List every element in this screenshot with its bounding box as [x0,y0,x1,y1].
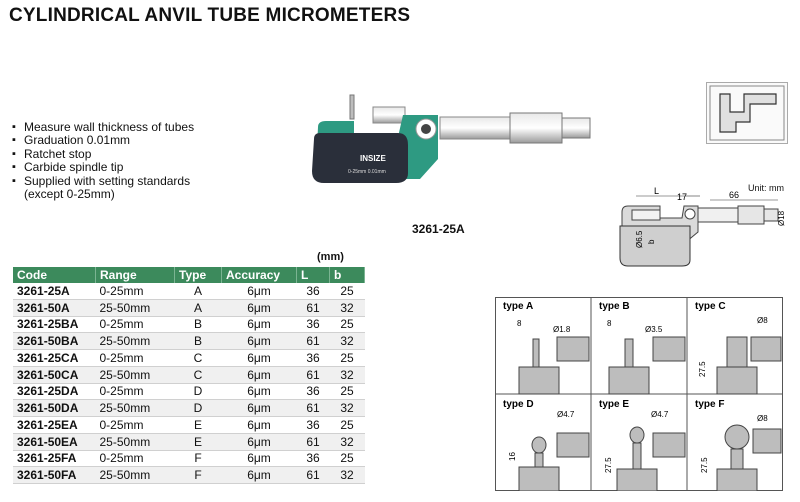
cell-b: 32 [330,467,365,484]
type-d-label: type D [503,399,534,410]
cell-type: A [175,283,222,299]
cell-type: E [175,417,222,434]
cell-accuracy: 6μm [222,333,297,350]
cell-l: 61 [297,467,330,484]
cell-type: B [175,316,222,333]
cell-b: 25 [330,383,365,400]
table-row [13,283,365,299]
feature-item: ▪ Measure wall thickness of tubes [12,121,194,134]
anvil-types-grid [495,297,783,491]
type-a-dim-2: Ø1.8 [553,325,571,334]
cell-range: 25-50mm [96,366,175,383]
cell-accuracy: 6μm [222,283,297,299]
col-header-code: Code [13,267,96,283]
cell-range: 0-25mm [96,283,175,299]
cell-code: 3261-25DA [13,383,96,400]
cell-l: 36 [297,316,330,333]
table-row [13,417,365,434]
cell-type: C [175,350,222,367]
type-a-label: type A [503,301,534,312]
table-row [13,450,365,467]
cell-b: 25 [330,316,365,333]
cell-l: 36 [297,417,330,434]
cell-type: E [175,433,222,450]
cell-l: 61 [297,333,330,350]
type-b-dim-1: 8 [607,319,612,328]
dim-label-dia-spindle: Ø6.5 [635,230,644,248]
cell-range: 25-50mm [96,333,175,350]
cell-type: C [175,366,222,383]
cell-b: 32 [330,400,365,417]
dimension-drawing [614,182,790,274]
cell-code: 3261-25BA [13,316,96,333]
cell-l: 36 [297,383,330,400]
type-c-label: type C [695,301,726,312]
table-row [13,366,365,383]
cell-type: F [175,467,222,484]
cell-range: 25-50mm [96,467,175,484]
cell-code: 3261-25A [13,283,96,299]
col-header-l: L [297,267,330,283]
table-row [13,433,365,450]
table-row [13,316,365,333]
cell-accuracy: 6μm [222,450,297,467]
cell-l: 36 [297,450,330,467]
unit-label: Unit: mm [748,183,784,193]
col-header-b: b [330,267,365,283]
col-header-range: Range [96,267,175,283]
cell-b: 25 [330,417,365,434]
cell-accuracy: 6μm [222,467,297,484]
cell-l: 36 [297,283,330,299]
cell-range: 0-25mm [96,417,175,434]
cell-type: D [175,383,222,400]
type-d-dim-1: Ø4.7 [557,410,575,419]
spec-table [13,267,365,484]
cell-range: 25-50mm [96,433,175,450]
table-unit-label: (mm) [317,251,344,263]
cell-accuracy: 6μm [222,400,297,417]
cell-code: 3261-50CA [13,366,96,383]
cell-code: 3261-25CA [13,350,96,367]
type-a-dim-1: 8 [517,319,522,328]
cell-code: 3261-50A [13,299,96,316]
cell-range: 0-25mm [96,350,175,367]
table-row [13,383,365,400]
col-header-accuracy: Accuracy [222,267,297,283]
cell-b: 25 [330,350,365,367]
anvil-profile-thumbnail [706,82,788,144]
feature-item: ▪ Graduation 0.01mm [12,134,194,147]
cell-accuracy: 6μm [222,316,297,333]
cell-l: 61 [297,299,330,316]
brand-logo: INSIZE [360,154,386,163]
dim-label-66: 66 [729,190,740,200]
cell-l: 36 [297,350,330,367]
cell-b: 32 [330,333,365,350]
feature-item: ▪ Supplied with setting standards [12,175,194,188]
cell-l: 61 [297,433,330,450]
cell-range: 0-25mm [96,316,175,333]
table-row [13,333,365,350]
cell-l: 61 [297,366,330,383]
dim-label-dia-thimble: Ø18 [777,210,786,226]
cell-code: 3261-50EA [13,433,96,450]
type-b-dim-2: Ø3.5 [645,325,663,334]
cell-b: 32 [330,433,365,450]
table-row [13,350,365,367]
cell-b: 25 [330,283,365,299]
table-row [13,467,365,484]
cell-l: 61 [297,400,330,417]
cell-accuracy: 6μm [222,433,297,450]
cell-type: B [175,333,222,350]
cell-accuracy: 6μm [222,417,297,434]
cell-type: F [175,450,222,467]
cell-accuracy: 6μm [222,383,297,400]
type-c-dim-1: Ø8 [757,316,768,325]
col-header-type: Type [175,267,222,283]
feature-item-continuation: (except 0-25mm) [24,187,115,202]
cell-range: 25-50mm [96,299,175,316]
cell-accuracy: 6μm [222,366,297,383]
cell-code: 3261-50BA [13,333,96,350]
micrometer-illustration [298,87,598,217]
type-f-label: type F [695,399,725,410]
type-d-dim-2: 16 [508,452,517,461]
type-f-dim-2: 27.5 [700,457,709,473]
feature-list [12,121,194,201]
frame-marking: 0-25mm 0.01mm [348,169,386,175]
cell-accuracy: 6μm [222,299,297,316]
type-e-dim-1: Ø4.7 [651,410,669,419]
dim-label-l: L [654,186,660,196]
table-row [13,400,365,417]
cell-code: 3261-25EA [13,417,96,434]
type-f-dim-1: Ø8 [757,414,768,423]
cell-b: 32 [330,299,365,316]
cell-range: 25-50mm [96,400,175,417]
type-b-label: type B [599,301,630,312]
model-label: 3261-25A [412,222,465,236]
cell-accuracy: 6μm [222,350,297,367]
table-row [13,299,365,316]
feature-item: ▪ Ratchet stop [12,148,194,161]
dim-label-b: b [647,239,656,244]
page-title: CYLINDRICAL ANVIL TUBE MICROMETERS [9,5,411,26]
dim-label-17: 17 [677,192,688,202]
cell-type: D [175,400,222,417]
cell-code: 3261-50DA [13,400,96,417]
feature-item: ▪ Carbide spindle tip [12,161,194,174]
cell-b: 32 [330,366,365,383]
table-header-row [13,267,365,283]
type-e-dim-2: 27.5 [604,457,613,473]
cell-range: 0-25mm [96,450,175,467]
type-e-label: type E [599,399,630,410]
cell-type: A [175,299,222,316]
cell-code: 3261-25FA [13,450,96,467]
cell-code: 3261-50FA [13,467,96,484]
cell-b: 25 [330,450,365,467]
type-c-dim-2: 27.5 [698,361,707,377]
cell-range: 0-25mm [96,383,175,400]
